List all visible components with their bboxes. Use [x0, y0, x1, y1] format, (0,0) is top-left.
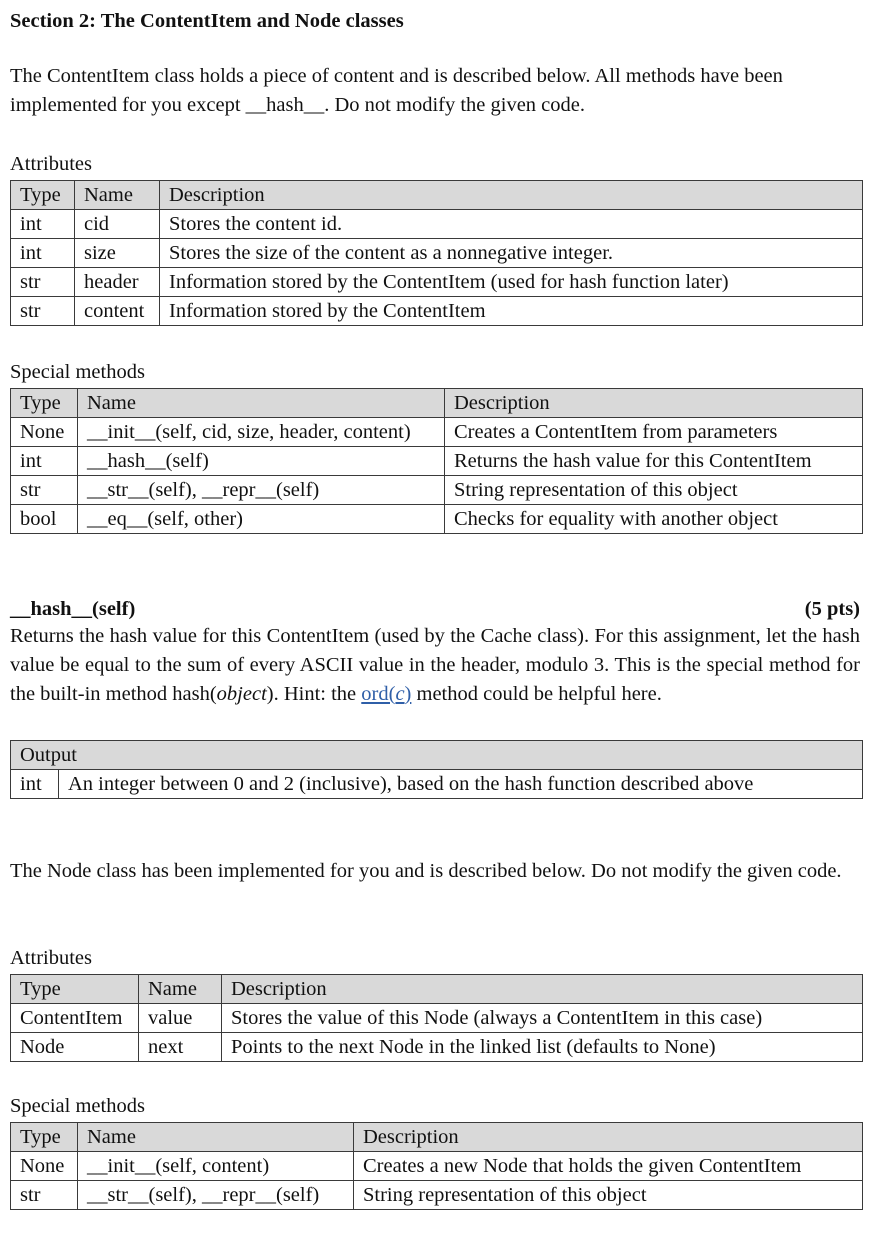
cell-description: Creates a new Node that holds the given ContentItem	[354, 1152, 863, 1181]
hash-method-points: (5 pts)	[804, 598, 860, 620]
hash-output-table	[10, 740, 863, 799]
cell-type: None	[11, 1152, 78, 1181]
cell-type: str	[11, 268, 75, 297]
cell-type: str	[11, 476, 78, 505]
column-header-name: Name	[75, 181, 160, 210]
cell-description: Checks for equality with another object	[445, 505, 863, 534]
table-row	[11, 1033, 863, 1062]
column-header-type: Type	[11, 1123, 78, 1152]
table-header-row	[11, 389, 863, 418]
hash-desc-object: object	[216, 683, 267, 705]
column-header-name: Name	[139, 975, 222, 1004]
table-row	[11, 1181, 863, 1210]
content-item-intro: The ContentItem class holds a piece of content and is described below. All methods have been implemented for you except __hash__. Do not modify the given code.	[10, 65, 783, 116]
table-row	[11, 210, 863, 239]
cell-type: bool	[11, 505, 78, 534]
column-header-name: Name	[78, 1123, 354, 1152]
ord-link[interactable]	[361, 683, 411, 705]
cell-description: Stores the value of this Node (always a ContentItem in this case)	[222, 1004, 863, 1033]
hash-method-description	[10, 622, 860, 709]
cell-type: int	[11, 210, 75, 239]
column-header-name: Name	[78, 389, 445, 418]
cell-type: None	[11, 418, 78, 447]
cell-name: size	[75, 239, 160, 268]
column-header-type: Type	[11, 389, 78, 418]
ord-link-func: ord(	[361, 683, 396, 705]
cell-type: ContentItem	[11, 1004, 139, 1033]
hash-method-signature: __hash__(self)	[10, 598, 136, 620]
table-header-row	[11, 741, 863, 770]
column-header-description: Description	[222, 975, 863, 1004]
cell-name: __eq__(self, other)	[78, 505, 445, 534]
hash-desc-text: Returns the hash value for this ContentItem (used by the Cache class). For this assignment, let the hash value be equal to the sum of every ASCII value in the header, modulo 3. This is the special method for the built-in method hash(	[10, 625, 860, 705]
table-row	[11, 268, 863, 297]
cell-description: Stores the size of the content as a nonnegative integer.	[160, 239, 863, 268]
cell-description: Creates a ContentItem from parameters	[445, 418, 863, 447]
node-methods-table	[10, 1122, 863, 1210]
column-header-type: Type	[11, 975, 139, 1004]
cell-name: __str__(self), __repr__(self)	[78, 476, 445, 505]
table-row	[11, 447, 863, 476]
table-header-row	[11, 181, 863, 210]
column-header-type: Type	[11, 181, 75, 210]
column-header-description: Description	[445, 389, 863, 418]
cell-name: __init__(self, cid, size, header, content)	[78, 418, 445, 447]
hash-desc-hint: ). Hint: the	[266, 683, 362, 705]
table-row	[11, 476, 863, 505]
content-item-attributes-label: Attributes	[10, 153, 92, 175]
column-header-output: Output	[11, 741, 863, 770]
table-row	[11, 297, 863, 326]
ord-link-arg: c	[395, 683, 405, 705]
content-item-methods-label: Special methods	[10, 361, 145, 383]
node-attributes-label: Attributes	[10, 947, 92, 969]
cell-description: Stores the content id.	[160, 210, 863, 239]
cell-name: __hash__(self)	[78, 447, 445, 476]
table-header-row	[11, 1123, 863, 1152]
cell-type: int	[11, 239, 75, 268]
cell-type: Node	[11, 1033, 139, 1062]
table-header-row	[11, 975, 863, 1004]
cell-name: cid	[75, 210, 160, 239]
column-header-description: Description	[354, 1123, 863, 1152]
table-row	[11, 418, 863, 447]
table-row	[11, 1152, 863, 1181]
cell-description: Information stored by the ContentItem (used for hash function later)	[160, 268, 863, 297]
table-row	[11, 770, 863, 799]
table-row	[11, 1004, 863, 1033]
cell-description: Points to the next Node in the linked list (defaults to None)	[222, 1033, 863, 1062]
cell-description: Returns the hash value for this ContentItem	[445, 447, 863, 476]
content-item-attributes-table	[10, 180, 863, 326]
cell-name: next	[139, 1033, 222, 1062]
node-intro: The Node class has been implemented for you and is described below. Do not modify the given code.	[10, 860, 842, 882]
node-attributes-table	[10, 974, 863, 1062]
cell-name: value	[139, 1004, 222, 1033]
column-header-description: Description	[160, 181, 863, 210]
ord-link-close: )	[404, 683, 412, 705]
node-methods-label: Special methods	[10, 1095, 145, 1117]
cell-description: An integer between 0 and 2 (inclusive), based on the hash function described above	[59, 770, 863, 799]
table-row	[11, 239, 863, 268]
cell-description: String representation of this object	[445, 476, 863, 505]
cell-description: String representation of this object	[354, 1181, 863, 1210]
content-item-methods-table	[10, 388, 863, 534]
cell-name: header	[75, 268, 160, 297]
cell-name: __str__(self), __repr__(self)	[78, 1181, 354, 1210]
section-title: Section 2: The ContentItem and Node classes	[10, 10, 404, 32]
cell-type: int	[11, 770, 59, 799]
cell-type: str	[11, 297, 75, 326]
hash-method-heading	[10, 595, 860, 624]
cell-description: Information stored by the ContentItem	[160, 297, 863, 326]
cell-name: __init__(self, content)	[78, 1152, 354, 1181]
cell-type: str	[11, 1181, 78, 1210]
cell-name: content	[75, 297, 160, 326]
hash-desc-end: method could be helpful here.	[411, 683, 662, 705]
cell-type: int	[11, 447, 78, 476]
table-row	[11, 505, 863, 534]
